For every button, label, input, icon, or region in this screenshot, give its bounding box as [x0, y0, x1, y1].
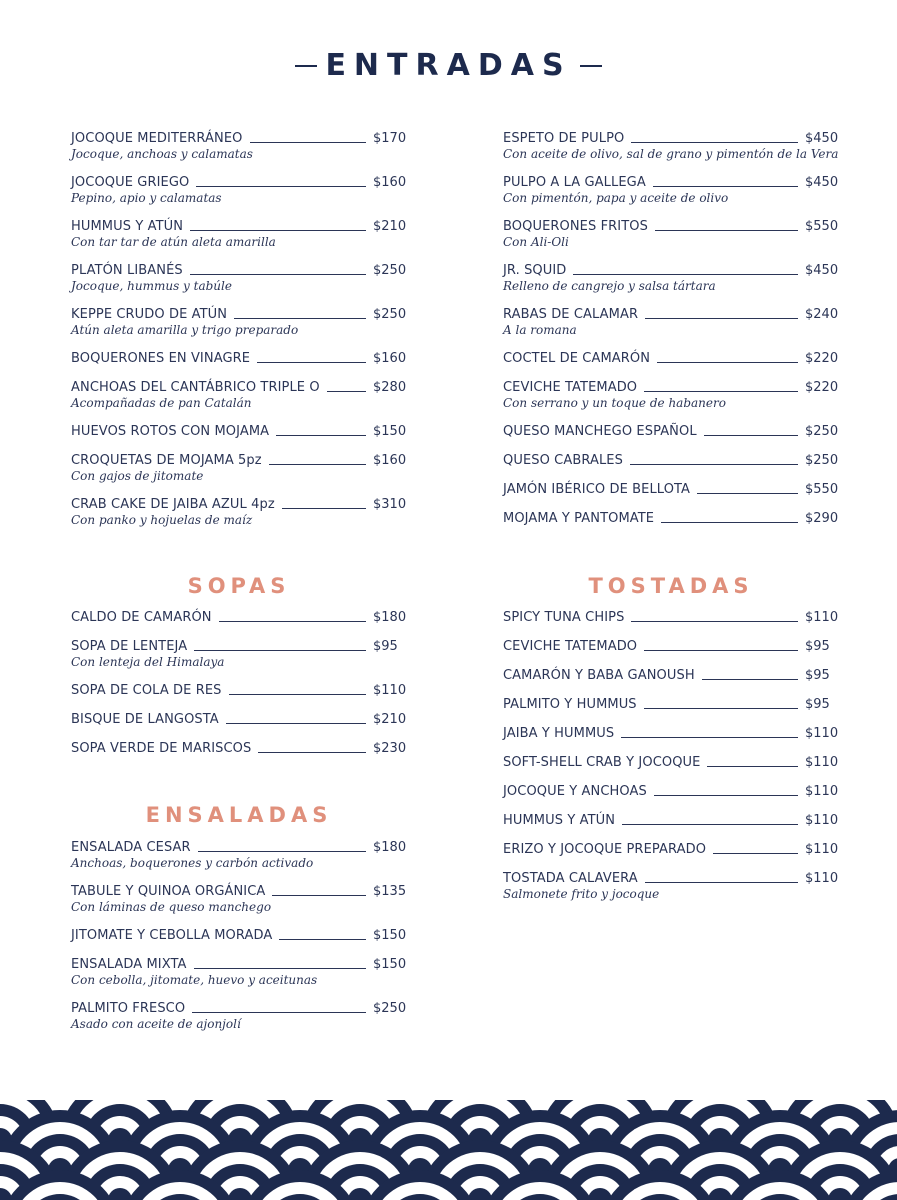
menu-item-name: SOFT-SHELL CRAB Y JOCOQUE	[503, 755, 701, 770]
menu-item-description: Con cebolla, jitomate, huevo y aceitunas	[71, 973, 318, 987]
leader-line	[258, 752, 366, 753]
menu-item	[71, 261, 407, 294]
menu-item	[71, 926, 407, 943]
menu-item-price: $550	[805, 219, 839, 234]
menu-item-description: Con aceite de olivo, sal de grano y pimentón de la Vera	[503, 147, 839, 161]
menu-item-price: $110	[805, 842, 839, 857]
sopas-title: SOPAS	[187, 574, 291, 598]
leader-line	[644, 650, 798, 651]
menu-item	[503, 378, 839, 411]
menu-item	[71, 999, 407, 1032]
leader-line	[645, 318, 798, 319]
menu-item-description: Relleno de cangrejo y salsa tártara	[503, 279, 716, 293]
menu-item-price: $110	[805, 610, 839, 625]
leader-line	[631, 142, 798, 143]
menu-item-price: $95	[805, 668, 830, 683]
leader-line	[707, 766, 798, 767]
menu-item-name: PALMITO Y HUMMUS	[503, 697, 637, 712]
leader-line	[234, 318, 366, 319]
menu-item	[503, 811, 839, 828]
menu-item-price: $290	[805, 511, 839, 526]
menu-item	[71, 422, 407, 439]
menu-item-price: $95	[373, 639, 398, 654]
menu-item-name: QUESO MANCHEGO ESPAÑOL	[503, 424, 697, 439]
menu-item	[503, 509, 839, 526]
menu-item	[503, 782, 839, 799]
menu-item-row	[71, 261, 407, 278]
leader-line	[229, 694, 366, 695]
leader-line	[282, 508, 366, 509]
menu-item-name: ANCHOAS DEL CANTÁBRICO TRIPLE O	[71, 380, 320, 395]
leader-line	[272, 895, 366, 896]
menu-item-row	[503, 695, 839, 712]
menu-item-name: ENSALADA CESAR	[71, 840, 191, 855]
menu-item-name: JAIBA Y HUMMUS	[503, 726, 615, 741]
leader-line	[704, 435, 798, 436]
menu-item	[503, 753, 839, 770]
menu-item	[503, 422, 839, 439]
entradas-right-list	[503, 129, 839, 538]
menu-item-name: PULPO A LA GALLEGA	[503, 175, 646, 190]
menu-item-row	[71, 926, 407, 943]
menu-item-row	[71, 681, 407, 698]
menu-item-row	[71, 838, 407, 855]
leader-line	[279, 939, 366, 940]
menu-item-price: $180	[373, 610, 407, 625]
leader-line	[644, 391, 798, 392]
menu-item-name: JAMÓN IBÉRICO DE BELLOTA	[503, 482, 691, 497]
menu-item	[503, 608, 839, 625]
menu-item-price: $230	[373, 741, 407, 756]
menu-item-price: $240	[805, 307, 839, 322]
leader-line	[653, 186, 798, 187]
leader-line	[661, 522, 798, 523]
menu-item	[71, 349, 407, 366]
menu-item-row	[71, 173, 407, 190]
menu-item	[503, 173, 839, 206]
menu-item-description: Asado con aceite de ajonjolí	[71, 1017, 241, 1031]
menu-item-price: $110	[805, 755, 839, 770]
menu-item-name: CALDO DE CAMARÓN	[71, 610, 212, 625]
menu-item-row	[71, 349, 407, 366]
menu-item-price: $110	[805, 813, 839, 828]
menu-item	[71, 129, 407, 162]
menu-item	[503, 840, 839, 857]
menu-item-row	[71, 378, 407, 395]
leader-line	[657, 362, 798, 363]
menu-item-row	[71, 451, 407, 468]
title-dash-left	[295, 65, 317, 67]
menu-item-price: $220	[805, 351, 839, 366]
menu-item	[71, 637, 407, 670]
leader-line	[327, 391, 366, 392]
menu-item-description: Con lenteja del Himalaya	[71, 655, 225, 669]
menu-item-name: CRAB CAKE DE JAIBA AZUL 4pz	[71, 497, 275, 512]
menu-item-price: $310	[373, 497, 407, 512]
menu-item-name: HUEVOS ROTOS CON MOJAMA	[71, 424, 270, 439]
menu-item-name: SOPA DE LENTEJA	[71, 639, 188, 654]
menu-item-row	[503, 782, 839, 799]
menu-item-row	[503, 261, 839, 278]
leader-line	[622, 824, 798, 825]
menu-item-row	[503, 869, 839, 886]
menu-item	[71, 495, 407, 528]
menu-item	[71, 451, 407, 484]
menu-item-row	[503, 451, 839, 468]
menu-item	[71, 305, 407, 338]
menu-item-description: Jocoque, anchoas y calamatas	[71, 147, 253, 161]
menu-item-row	[71, 710, 407, 727]
menu-item-price: $150	[373, 957, 407, 972]
menu-item	[503, 480, 839, 497]
menu-item-name: SOPA VERDE DE MARISCOS	[71, 741, 252, 756]
menu-item-price: $250	[373, 1001, 407, 1016]
tostadas-title: TOSTADAS	[588, 574, 754, 598]
menu-item-description: Pepino, apio y calamatas	[71, 191, 222, 205]
menu-item-price: $210	[373, 219, 407, 234]
tostadas-list	[503, 608, 839, 913]
menu-item-description: Acompañadas de pan Catalán	[71, 396, 252, 410]
menu-item-description: Con pimentón, papa y aceite de olivo	[503, 191, 729, 205]
menu-item-row	[503, 349, 839, 366]
menu-item	[71, 217, 407, 250]
menu-item-row	[503, 666, 839, 683]
menu-item	[71, 955, 407, 988]
menu-item-name: BISQUE DE LANGOSTA	[71, 712, 219, 727]
menu-item-price: $280	[373, 380, 407, 395]
menu-item-name: QUESO CABRALES	[503, 453, 623, 468]
menu-item-price: $150	[373, 424, 407, 439]
menu-item-price: $250	[373, 307, 407, 322]
menu-item-name: CROQUETAS DE MOJAMA 5pz	[71, 453, 262, 468]
menu-item-description: Salmonete frito y jocoque	[503, 887, 660, 901]
leader-line	[194, 650, 366, 651]
menu-item-price: $450	[805, 263, 839, 278]
leader-line	[697, 493, 798, 494]
menu-item-name: CEVICHE TATEMADO	[503, 639, 638, 654]
menu-item-row	[71, 608, 407, 625]
leader-line	[655, 230, 798, 231]
menu-item-price: $160	[373, 175, 407, 190]
page-title-text: ENTRADAS	[325, 48, 572, 83]
menu-item-description: Con tar tar de atún aleta amarilla	[71, 235, 276, 249]
menu-item-row	[503, 480, 839, 497]
leader-line	[196, 186, 366, 187]
menu-item-row	[71, 217, 407, 234]
leader-line	[644, 708, 798, 709]
menu-item-row	[71, 129, 407, 146]
sopas-list	[71, 608, 407, 768]
menu-item	[71, 710, 407, 727]
leader-line	[645, 882, 798, 883]
menu-item	[503, 451, 839, 468]
menu-item-name: KEPPE CRUDO DE ATÚN	[71, 307, 228, 322]
menu-item-name: ENSALADA MIXTA	[71, 957, 187, 972]
page-title	[0, 48, 897, 83]
menu-item-name: TABULE Y QUINOA ORGÁNICA	[71, 884, 266, 899]
menu-item-row	[503, 753, 839, 770]
menu-item-description: Con láminas de queso manchego	[71, 900, 272, 914]
menu-item	[71, 608, 407, 625]
menu-item-description: Con serrano y un toque de habanero	[503, 396, 726, 410]
menu-item	[503, 637, 839, 654]
menu-item-row	[71, 637, 407, 654]
menu-item-price: $170	[373, 131, 407, 146]
menu-item-row	[71, 422, 407, 439]
menu-item	[71, 882, 407, 915]
menu-item-name: PALMITO FRESCO	[71, 1001, 186, 1016]
menu-item	[503, 666, 839, 683]
menu-item-row	[503, 840, 839, 857]
menu-item-row	[503, 608, 839, 625]
menu-item	[71, 739, 407, 756]
wave-pattern	[0, 1100, 897, 1200]
menu-item-row	[503, 378, 839, 395]
ensaladas-title: ENSALADAS	[145, 803, 333, 827]
menu-item-price: $210	[373, 712, 407, 727]
menu-item-price: $110	[373, 683, 407, 698]
leader-line	[573, 274, 798, 275]
menu-item-price: $160	[373, 351, 407, 366]
menu-item	[503, 724, 839, 741]
menu-item-row	[71, 495, 407, 512]
menu-item-name: COCTEL DE CAMARÓN	[503, 351, 651, 366]
leader-line	[654, 795, 798, 796]
leader-line	[713, 853, 798, 854]
menu-item-name: MOJAMA Y PANTOMATE	[503, 511, 655, 526]
menu-item-name: JR. SQUID	[503, 263, 567, 278]
menu-item-price: $450	[805, 175, 839, 190]
menu-item-name: SOPA DE COLA DE RES	[71, 683, 222, 698]
leader-line	[250, 142, 366, 143]
menu-item-description: Con gajos de jitomate	[71, 469, 204, 483]
leader-line	[192, 1012, 366, 1013]
menu-item-row	[503, 129, 839, 146]
leader-line	[621, 737, 798, 738]
menu-item	[503, 217, 839, 250]
menu-item-price: $160	[373, 453, 407, 468]
menu-item-name: BOQUERONES FRITOS	[503, 219, 648, 234]
menu-item-price: $110	[805, 871, 839, 886]
menu-item	[503, 261, 839, 294]
menu-item	[503, 695, 839, 712]
menu-item-name: JOCOQUE Y ANCHOAS	[503, 784, 647, 799]
menu-item-price: $250	[805, 453, 839, 468]
menu-item	[503, 129, 839, 162]
leader-line	[269, 464, 366, 465]
menu-item-row	[503, 509, 839, 526]
title-dash-right	[580, 65, 602, 67]
menu-item-name: CAMARÓN Y BABA GANOUSH	[503, 668, 695, 683]
menu-item-row	[503, 217, 839, 234]
menu-item	[71, 681, 407, 698]
menu-item-name: BOQUERONES EN VINAGRE	[71, 351, 251, 366]
menu-item-price: $95	[805, 697, 830, 712]
menu-item-price: $250	[805, 424, 839, 439]
leader-line	[702, 679, 798, 680]
menu-item	[71, 378, 407, 411]
menu-item-row	[71, 882, 407, 899]
menu-item-name: PLATÓN LIBANÉS	[71, 263, 183, 278]
menu-item-row	[71, 739, 407, 756]
leader-line	[190, 274, 366, 275]
menu-item	[71, 838, 407, 871]
leader-line	[276, 435, 366, 436]
menu-item-row	[503, 422, 839, 439]
menu-item-price: $550	[805, 482, 839, 497]
leader-line	[257, 362, 366, 363]
menu-item-price: $450	[805, 131, 839, 146]
menu-item-description: Anchoas, boquerones y carbón activado	[71, 856, 314, 870]
menu-item-description: Con panko y hojuelas de maíz	[71, 513, 253, 527]
leader-line	[194, 968, 366, 969]
menu-item-name: JITOMATE Y CEBOLLA MORADA	[71, 928, 273, 943]
menu-item-price: $110	[805, 726, 839, 741]
leader-line	[219, 621, 366, 622]
menu-item-row	[71, 999, 407, 1016]
menu-item-name: HUMMUS Y ATÚN	[71, 219, 184, 234]
leader-line	[226, 723, 366, 724]
menu-item	[503, 349, 839, 366]
menu-item-row	[71, 305, 407, 322]
menu-item-price: $220	[805, 380, 839, 395]
menu-item-description: Atún aleta amarilla y trigo preparado	[71, 323, 299, 337]
menu-item	[71, 173, 407, 206]
menu-item-name: ERIZO Y JOCOQUE PREPARADO	[503, 842, 707, 857]
menu-item-description: A la romana	[503, 323, 577, 337]
menu-item-row	[503, 173, 839, 190]
menu-item-price: $135	[373, 884, 407, 899]
leader-line	[198, 851, 366, 852]
menu-item-price: $150	[373, 928, 407, 943]
menu-item-name: ESPETO DE PULPO	[503, 131, 625, 146]
menu-item-price: $110	[805, 784, 839, 799]
menu-item	[503, 869, 839, 902]
menu-item-description: Jocoque, hummus y tabúle	[71, 279, 232, 293]
menu-item-row	[71, 955, 407, 972]
menu-item	[503, 305, 839, 338]
menu-item-row	[503, 724, 839, 741]
menu-item-name: RABAS DE CALAMAR	[503, 307, 639, 322]
menu-item-name: TOSTADA CALAVERA	[503, 871, 638, 886]
menu-item-row	[503, 637, 839, 654]
menu-item-row	[503, 811, 839, 828]
menu-item-row	[503, 305, 839, 322]
menu-item-name: JOCOQUE GRIEGO	[71, 175, 190, 190]
menu-item-name: SPICY TUNA CHIPS	[503, 610, 625, 625]
menu-item-description: Con Ali-Oli	[503, 235, 569, 249]
ensaladas-list	[71, 838, 407, 1043]
menu-item-name: HUMMUS Y ATÚN	[503, 813, 616, 828]
entradas-left-list	[71, 129, 407, 539]
leader-line	[631, 621, 798, 622]
menu-item-name: JOCOQUE MEDITERRÁNEO	[71, 131, 243, 146]
menu-item-price: $250	[373, 263, 407, 278]
menu-item-name: CEVICHE TATEMADO	[503, 380, 638, 395]
leader-line	[190, 230, 366, 231]
menu-item-price: $180	[373, 840, 407, 855]
menu-item-price: $95	[805, 639, 830, 654]
leader-line	[630, 464, 798, 465]
